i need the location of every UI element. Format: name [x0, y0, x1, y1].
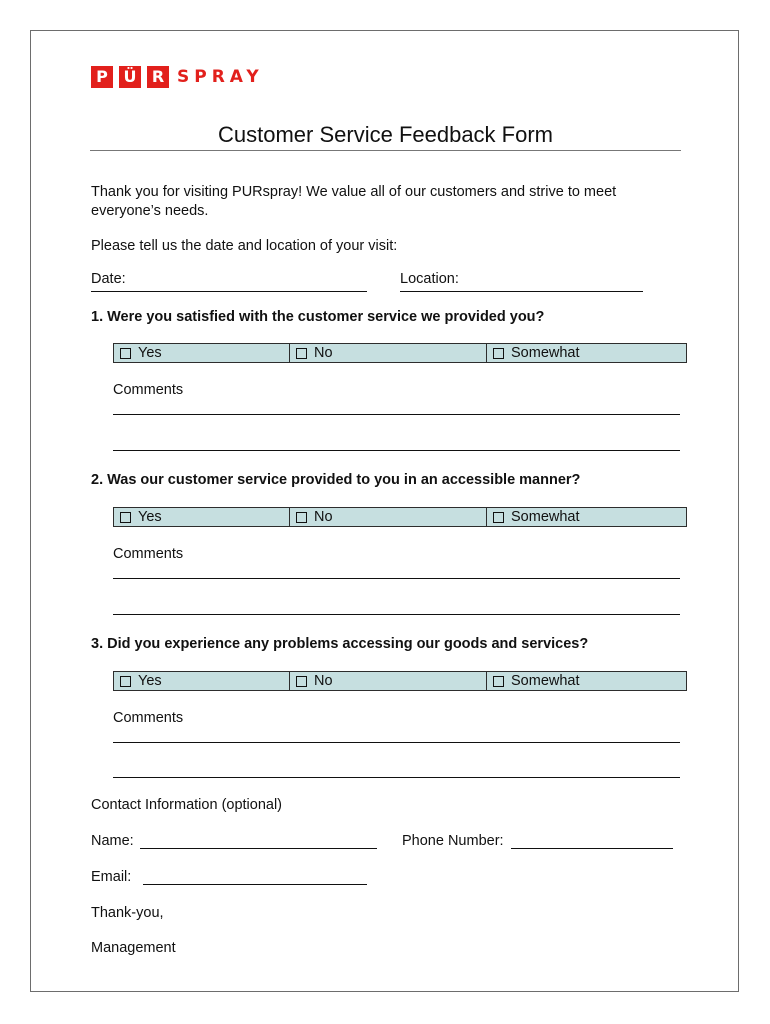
- checkbox-icon[interactable]: [493, 676, 504, 687]
- title-divider: [90, 150, 681, 151]
- name-field[interactable]: [140, 848, 377, 849]
- logo-letter-u: Ü: [119, 66, 141, 88]
- checkbox-icon[interactable]: [296, 512, 307, 523]
- option-label: Yes: [138, 509, 162, 525]
- intro-text: Thank you for visiting PURspray! We value all of our customers and strive to meet everyone’s needs.: [91, 184, 617, 219]
- q2-comment-line-2[interactable]: [113, 614, 680, 615]
- q2-option-somewhat[interactable]: [486, 508, 686, 526]
- signature-text: Management: [91, 940, 176, 956]
- phone-field[interactable]: [511, 848, 673, 849]
- q2-comment-line-1[interactable]: [113, 578, 680, 579]
- q1-comments-label: Comments: [113, 382, 184, 398]
- option-label: No: [314, 673, 333, 689]
- logo-letter-r: R: [147, 66, 169, 88]
- location-field[interactable]: [400, 271, 643, 292]
- email-field[interactable]: [143, 884, 367, 885]
- checkbox-icon[interactable]: [120, 348, 131, 359]
- q3-option-yes[interactable]: [114, 672, 289, 690]
- checkbox-icon[interactable]: [493, 348, 504, 359]
- option-label: No: [314, 509, 333, 525]
- option-label: Yes: [138, 673, 162, 689]
- date-label: Date:: [91, 271, 126, 287]
- checkbox-icon[interactable]: [493, 512, 504, 523]
- date-field[interactable]: [91, 271, 367, 292]
- logo-text-spray: SPRAY: [177, 67, 264, 87]
- q1-option-yes[interactable]: [114, 344, 289, 362]
- form-title: Customer Service Feedback Form: [218, 122, 553, 147]
- email-label: Email:: [91, 869, 132, 885]
- q2-comments-label: Comments: [113, 546, 184, 562]
- checkbox-icon[interactable]: [296, 676, 307, 687]
- question-3: 3. Did you experience any problems accessing our goods and services?: [91, 636, 589, 652]
- q1-comment-line-2[interactable]: [113, 450, 680, 451]
- option-label: Somewhat: [511, 673, 580, 689]
- option-label: No: [314, 345, 333, 361]
- q1-option-no[interactable]: [289, 344, 486, 362]
- question-1: 1. Were you satisfied with the customer service we provided you?: [91, 309, 545, 325]
- phone-label: Phone Number:: [402, 833, 504, 849]
- q1-comment-line-1[interactable]: [113, 414, 680, 415]
- q3-comments-label: Comments: [113, 710, 184, 726]
- q2-option-no[interactable]: [289, 508, 486, 526]
- q3-option-no[interactable]: [289, 672, 486, 690]
- q1-option-somewhat[interactable]: [486, 344, 686, 362]
- location-label: Location:: [400, 271, 459, 287]
- name-label: Name:: [91, 833, 134, 849]
- checkbox-icon[interactable]: [120, 676, 131, 687]
- question-2: 2. Was our customer service provided to you in an accessible manner?: [91, 472, 581, 488]
- q3-option-somewhat[interactable]: [486, 672, 686, 690]
- option-label: Yes: [138, 345, 162, 361]
- option-label: Somewhat: [511, 345, 580, 361]
- q3-comment-line-1[interactable]: [113, 742, 680, 743]
- checkbox-icon[interactable]: [296, 348, 307, 359]
- visit-prompt: Please tell us the date and location of your visit:: [91, 238, 398, 254]
- purspray-logo: [91, 65, 264, 89]
- question-1-options: [113, 343, 687, 363]
- closing-text: Thank-you,: [91, 905, 164, 921]
- q3-comment-line-2[interactable]: [113, 777, 680, 778]
- contact-heading: Contact Information (optional): [91, 797, 283, 813]
- logo-letter-p: P: [91, 66, 113, 88]
- option-label: Somewhat: [511, 509, 580, 525]
- checkbox-icon[interactable]: [120, 512, 131, 523]
- question-3-options: [113, 671, 687, 691]
- q2-option-yes[interactable]: [114, 508, 289, 526]
- question-2-options: [113, 507, 687, 527]
